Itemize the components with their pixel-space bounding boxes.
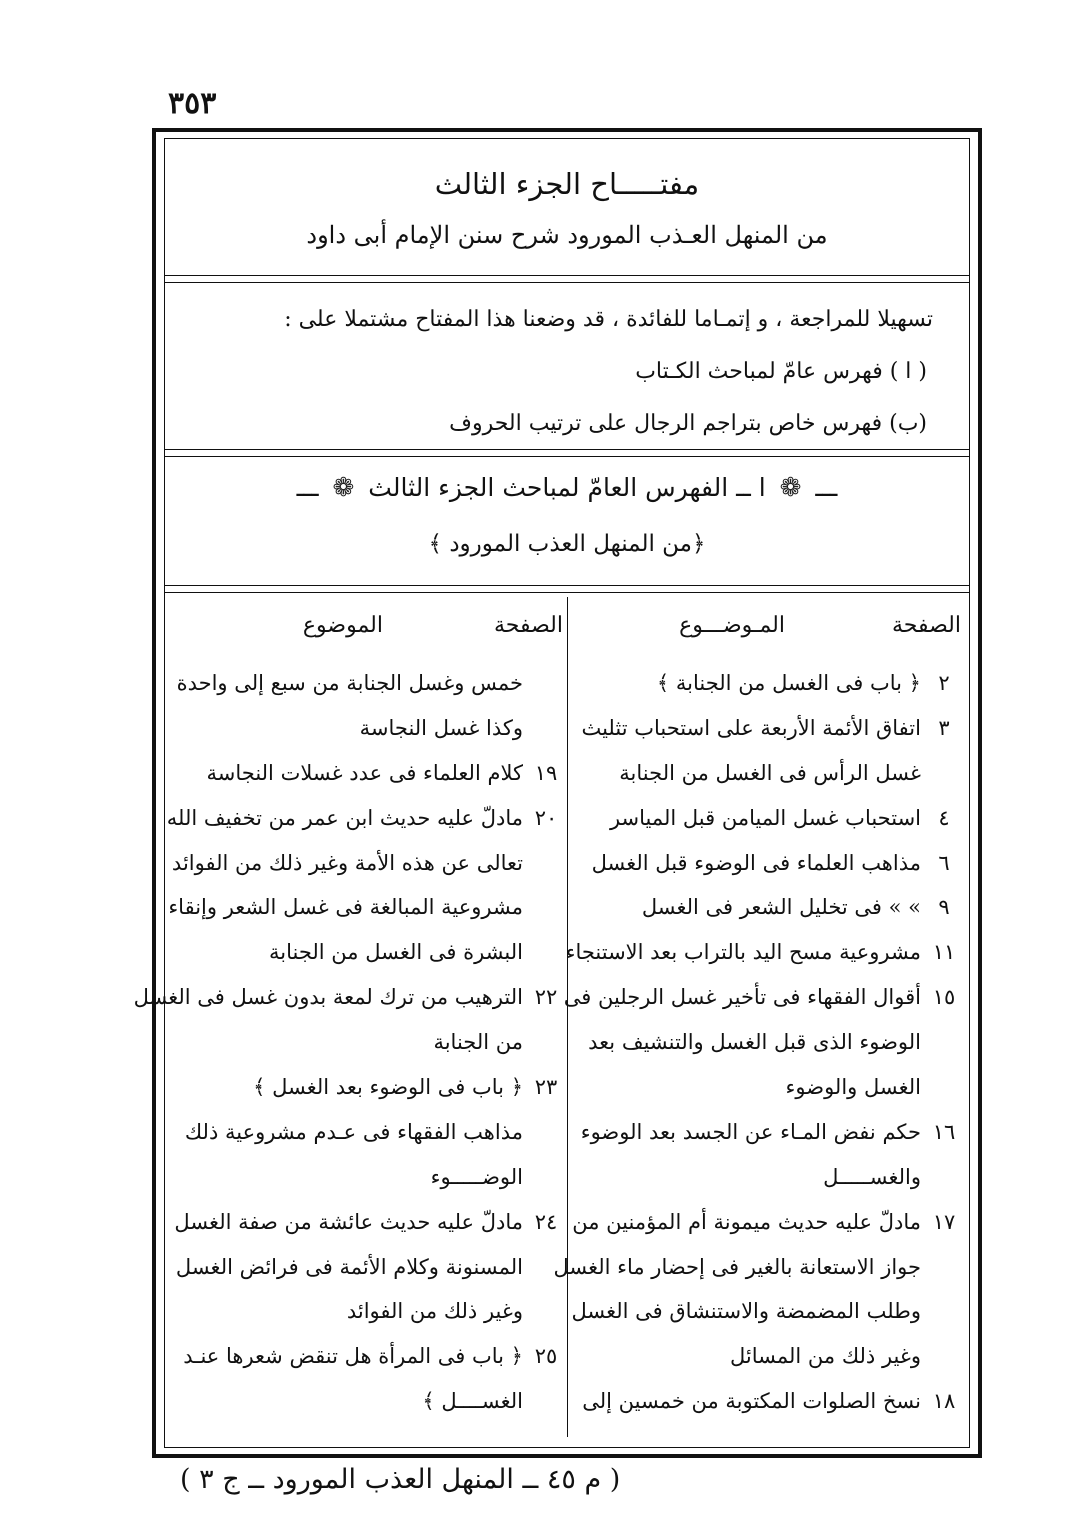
entry-topic-text: مادلّ عليه حديث عائشة من صفة الغسل (174, 1209, 523, 1234)
entry-topic-text: الغسل والوضوء (785, 1075, 921, 1100)
left-column-header (173, 613, 563, 653)
entry-page-number: ٢٤ (534, 1209, 558, 1234)
page-title: مفتـــــاح الجزء الثالث (434, 167, 700, 201)
entry-page-number: ٢٠ (534, 805, 558, 830)
entry-topic-text: المسنونة وكلام الأئمة فى فرائض الغسل (175, 1254, 523, 1279)
left-head-page: الصفحة (493, 613, 563, 638)
entry-topic-text: الترهيب من ترك لمعة بدون غسل فى الغسل (133, 985, 523, 1010)
dash-rule: ـــ (296, 473, 319, 502)
entry-topic-text: وكذا غسل النجاسة (359, 715, 523, 740)
index-entry-line (565, 930, 961, 975)
left-head-topic: الموضوع (302, 613, 383, 638)
intro-item-b: (ب) فهرس خاص بتراجم الرجال على ترتيب الحروف (449, 411, 927, 436)
entry-page-number: ٦ (938, 850, 950, 875)
entry-page-number: ١٥ (932, 985, 956, 1010)
index-entry-line (569, 1020, 961, 1065)
entry-page-number: ٢٢ (534, 985, 558, 1010)
intro-text: تسهيلا للمراجعة ، و إتمـاما للفائدة ، قد وضعنا هذا المفتاح مشتملا على : (284, 307, 933, 332)
index-entry-line (175, 1245, 563, 1290)
entry-topic-text: أقوال الفقهاء فى تأخير غسل الرجلين فى (563, 985, 921, 1010)
index-entry-line (569, 751, 961, 796)
page-subtitle: من المنهل العـذب المورود شرح سنن الإمام أبى داود (306, 221, 828, 249)
index-entry-line (174, 1200, 563, 1245)
index-entry-line (569, 885, 961, 930)
footer-reference: ( م ٤٥ ــ المنهل العذب المورود ــ ج ٣ ) (180, 1464, 621, 1495)
index-entry-line (569, 706, 961, 751)
entry-topic-text: وغير ذلك من المسائل (729, 1344, 921, 1369)
entry-topic-text: ﴿ باب فى الغسل من الجنابة ﴾ (656, 671, 921, 695)
index-entry-line (168, 885, 563, 930)
entry-topic-text: وطلب المضمضة والاستنشاق فى الغسل (571, 1299, 921, 1324)
ornament-icon: ❁ (332, 473, 355, 503)
index-entry-line (569, 1065, 961, 1110)
index-entry-line (569, 1110, 961, 1155)
index-entry-line (171, 841, 563, 886)
index-entry-line (176, 661, 563, 706)
entry-topic-text: مادلّ عليه حديث ميمونة أم المؤمنين من (572, 1209, 921, 1234)
ornament-icon: ❁ (779, 473, 802, 503)
index-entry-line (569, 1200, 961, 1245)
entry-topic-text: ﴿ باب فى الوضوء بعد الغسل ﴾ (253, 1075, 523, 1100)
index-entry-line (179, 1334, 563, 1379)
entry-topic-text: الغســــل ﴾ (422, 1389, 523, 1414)
entry-topic-text: تعالى عن هذه الأمة وغير ذلك من الفوائد (171, 850, 523, 875)
entry-page-number: ١٩ (534, 760, 558, 785)
entry-page-number: ١٧ (932, 1209, 956, 1234)
intro-block (195, 299, 933, 455)
entry-topic-text: اتفاق الأئمة الأربعة على استحباب تثليث (581, 715, 921, 740)
index-entry-line (569, 1289, 961, 1334)
index-entry-line (569, 796, 961, 841)
index-entry-line (133, 975, 563, 1020)
entry-topic-text: مادلّ عليه حديث ابن عمر من تخفيف الله (166, 805, 523, 830)
index-entry-line (563, 975, 961, 1020)
divider-rule (165, 585, 969, 593)
entry-topic-text: استحباب غسل الميامن قبل المياسر (609, 805, 921, 830)
right-column-header (571, 613, 961, 653)
index-entry-line (179, 930, 563, 975)
section-title: ا ــ الفهرس العامّ لمباحث الجزء الثالث (368, 473, 766, 502)
index-entry-line (179, 706, 563, 751)
entry-topic-text: ﴿ باب فى المرأة هل تنقض شعرها عنـد (183, 1344, 523, 1369)
entry-page-number: ٣ (938, 715, 950, 740)
entry-topic-text: مذاهب الفقهاء فى عـدم مشروعية ذلك (184, 1119, 523, 1144)
entry-topic-text: مشروعية مسح اليد بالتراب بعد الاستنجاء (565, 940, 921, 965)
entry-page-number: ٩ (938, 895, 950, 920)
entry-topic-text: غسل الرأس فى الغسل من الجنابة (619, 760, 921, 785)
entry-topic-text: مشروعية المبالغة فى غسل الشعر وإنقاء (168, 895, 523, 920)
index-entry-line (569, 841, 961, 886)
entry-topic-text: نسخ الصلوات المكتوبة من خمسين إلى (582, 1389, 921, 1414)
entry-page-number: ١٨ (932, 1389, 956, 1414)
entry-topic-text: مذاهب العلماء فى الوضوء قبل الغسل (591, 850, 921, 875)
entry-page-number: ٤ (938, 805, 950, 830)
index-entry-line (179, 1379, 563, 1424)
intro-item-a: ( ا ) فهرس عامّ لمباحث الكـتاب (635, 359, 927, 384)
index-entry-line (179, 1065, 563, 1110)
entry-topic-text: وغير ذلك من الفوائد (346, 1299, 523, 1324)
divider-rule (165, 275, 969, 283)
index-entry-line (569, 1155, 961, 1200)
entry-topic-text: كلام العلماء فى عدد غسلات النجاسة (206, 760, 523, 785)
entry-topic-text: البشرة فى الغسل من الجنابة (269, 940, 523, 965)
section-subtitle: ﴿من المنهل العذب المورود ﴾ (428, 531, 706, 557)
entry-topic-text: من الجنابة (433, 1030, 523, 1055)
page-number: ٣٥٣ (168, 86, 217, 121)
right-head-topic: المـوضـــوع (679, 613, 785, 638)
section-heading (165, 473, 969, 503)
index-entry-line (569, 1334, 961, 1379)
index-entry-line (569, 661, 961, 706)
page-frame (133, 128, 982, 1458)
entry-topic-text: خمس وغسل الجنابة من سبع إلى واحدة (176, 671, 523, 695)
index-entry-line (553, 1245, 961, 1290)
entry-page-number: ٢٣ (534, 1075, 558, 1100)
section-block (165, 453, 969, 583)
entry-page-number: ٢٥ (534, 1344, 558, 1369)
left-column-entries (133, 661, 563, 1424)
entry-topic-text: والغســـــل (823, 1164, 921, 1189)
entry-topic-text: الوضـــــوء (430, 1164, 523, 1189)
entry-page-number: ١٦ (932, 1119, 956, 1144)
index-entry-line (179, 751, 563, 796)
entry-topic-text: حكم نفض المـاء عن الجسد بعد الوضوء (580, 1119, 921, 1144)
index-entry-line (179, 1020, 563, 1065)
index-entry-line (179, 1155, 563, 1200)
entry-page-number: ٢ (938, 671, 950, 695)
entry-page-number: ١١ (932, 940, 956, 965)
index-entry-line (179, 1289, 563, 1334)
title-block (165, 139, 969, 279)
index-entry-line (569, 1379, 961, 1424)
page-frame-inner (133, 138, 970, 1448)
entry-topic-text: » » فى تخليل الشعر فى الغسل (641, 895, 921, 920)
index-entry-line (179, 1110, 563, 1155)
dash-rule: ـــ (815, 473, 838, 502)
entry-topic-text: الوضوء الذى قبل الغسل والتنشيف بعد (588, 1030, 921, 1055)
index-entry-line (166, 796, 563, 841)
right-head-page: الصفحة (891, 613, 961, 638)
entry-topic-text: جواز الاستعانة بالغير فى إحضار ماء الغسل (553, 1254, 921, 1279)
right-column-entries (553, 661, 961, 1424)
